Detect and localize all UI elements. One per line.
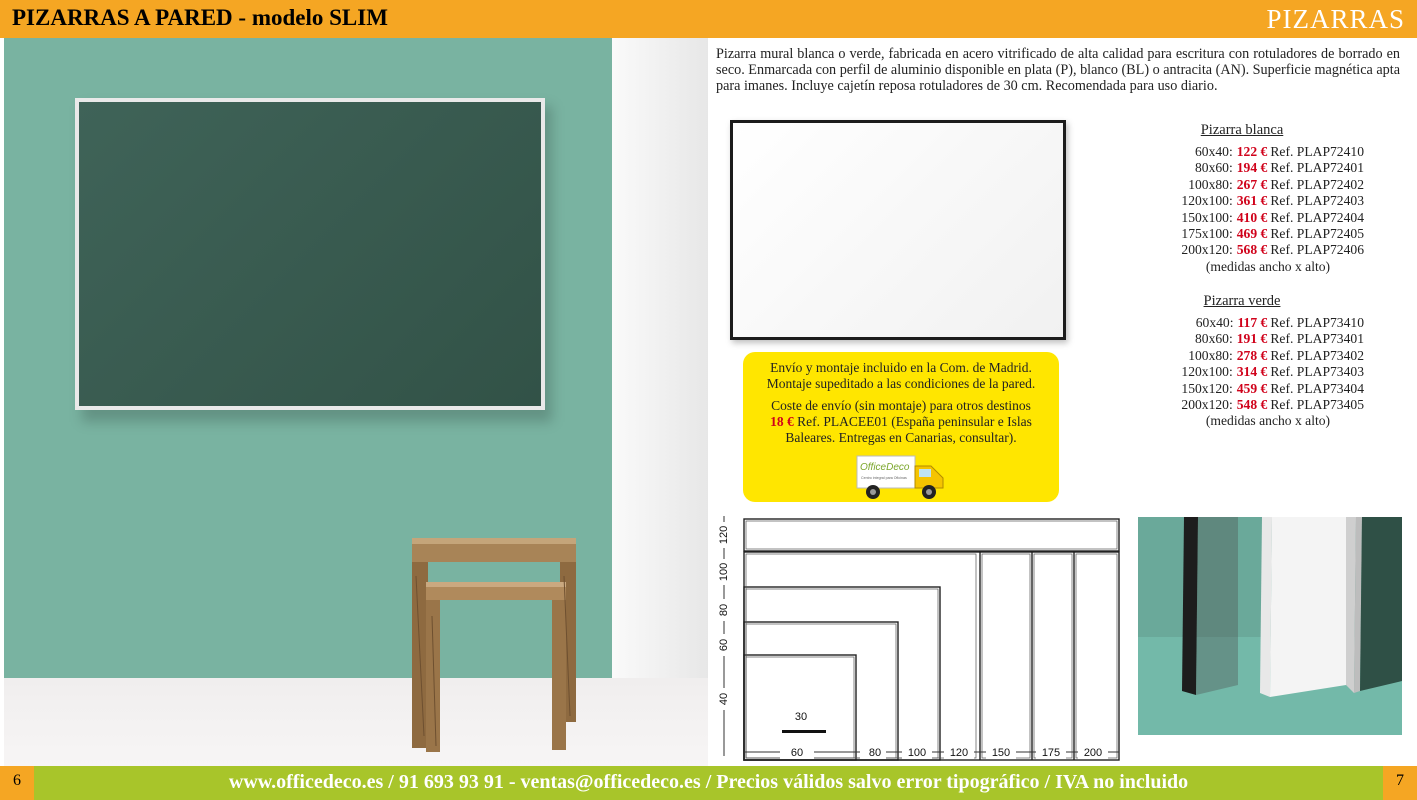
y-label-60: 60: [718, 638, 730, 652]
y-label-40: 40: [718, 692, 730, 706]
white-wall: [612, 38, 708, 678]
reference: Ref. PLAP72401: [1270, 160, 1364, 176]
reference: Ref. PLAP73404: [1270, 380, 1364, 396]
footer-contact: www.officedeco.es / 91 693 93 91 - ventas@officedeco.es / Precios válidos salvo error tipográfico / IVA no incluido: [228, 771, 1189, 793]
price-row: 175x100: 469 € Ref. PLAP72405: [1181, 226, 1364, 242]
price-row: 80x60: 191 € Ref. PLAP73401: [1194, 331, 1364, 347]
price: 410 €: [1236, 209, 1268, 225]
reference: Ref. PLAP73403: [1270, 364, 1364, 380]
reference: Ref. PLAP72403: [1270, 193, 1364, 209]
floor: [4, 678, 708, 766]
reference: Ref. PLAP72404: [1270, 209, 1364, 225]
y-label-120: 120: [718, 525, 730, 545]
price: 361 €: [1236, 193, 1268, 209]
frame-profiles-photo: [1138, 517, 1402, 735]
price-row: 60x40: 122 € Ref. PLAP72410: [1194, 144, 1364, 159]
green-board-price-list: [1120, 293, 1364, 429]
truck-logo-sub: Centro integral para Oficinas: [861, 476, 907, 480]
x-label-150: 150: [991, 747, 1011, 759]
shipping-line: Envío y montaje incluido en la Com. de Madrid.: [770, 360, 1032, 375]
x-label-200: 200: [1083, 747, 1103, 759]
shipping-price: 18 €: [770, 414, 794, 429]
wooden-stool-icon: [408, 536, 580, 752]
product-photo: [4, 38, 708, 766]
x-label-120: 120: [949, 747, 969, 759]
x-label-60: 60: [790, 747, 804, 759]
page-footer: [0, 766, 1417, 800]
price-row: 150x120: 459 € Ref. PLAP73404: [1181, 380, 1364, 396]
price-row: 100x80: 278 € Ref. PLAP73402: [1188, 347, 1364, 363]
shipping-line: Baleares. Entregas en Canarias, consultar).: [785, 430, 1017, 445]
shipping-info-box: [743, 352, 1059, 502]
price: 267 €: [1236, 176, 1268, 192]
reference: Ref. PLAP73402: [1270, 347, 1364, 363]
white-board-price-list: [1120, 122, 1364, 275]
reference: Ref. PLAP73410: [1270, 315, 1364, 330]
section-title: PIZARRAS: [1266, 4, 1405, 34]
reference: Ref. PLAP73401: [1270, 331, 1364, 347]
price-row: 100x80: 267 € Ref. PLAP72402: [1188, 176, 1364, 192]
price: 194 €: [1236, 160, 1268, 176]
page-number-right: 7: [1383, 766, 1417, 800]
price-row: 120x100: 314 € Ref. PLAP73403: [1181, 364, 1364, 380]
price-row: 150x100: 410 € Ref. PLAP72404: [1181, 209, 1364, 225]
reference: Ref. PLAP73405: [1270, 397, 1364, 413]
truck-logo-text: OfficeDeco: [860, 462, 910, 473]
page-number-left: 6: [0, 766, 34, 800]
page-header: [0, 0, 1417, 38]
price: 314 €: [1236, 364, 1268, 380]
x-label-80: 80: [868, 747, 882, 759]
reference: Ref. PLAP72410: [1270, 144, 1364, 159]
price: 548 €: [1236, 397, 1268, 413]
green-board-title: Pizarra verde: [1203, 293, 1281, 309]
x-label-175: 175: [1041, 747, 1061, 759]
size-note: (medidas ancho x alto): [1205, 258, 1331, 274]
white-board-title: Pizarra blanca: [1200, 122, 1284, 138]
tray-label: 30: [794, 711, 808, 723]
y-label-100: 100: [718, 562, 730, 582]
price: 122 €: [1236, 144, 1268, 159]
price-row: 60x40: 117 € Ref. PLAP73410: [1195, 315, 1364, 330]
price-row: 200x120: 568 € Ref. PLAP72406: [1181, 242, 1364, 258]
price: 469 €: [1236, 226, 1268, 242]
price: 459 €: [1236, 380, 1268, 396]
price: 191 €: [1236, 331, 1268, 347]
reference: Ref. PLAP72406: [1270, 242, 1364, 258]
price: 278 €: [1236, 347, 1268, 363]
x-label-100: 100: [907, 747, 927, 759]
delivery-truck-icon: [855, 452, 947, 502]
product-description: Pizarra mural blanca o verde, fabricada en acero vitrificado de alta calidad para escritura con rotuladores de borrado en seco. Enmarcada con perfil de aluminio disponible en plata (P), blanco (BL) o antracita (AN). Superficie magnética apta para imanes. Incluye cajetín reposa rotuladores de 30 cm. Recomendada para uso diario.: [716, 46, 1400, 95]
reference: Ref. PLAP72402: [1270, 176, 1364, 192]
white-board-image: [730, 120, 1066, 340]
shipping-line: 18 € Ref. PLACEE01 (España peninsular e Islas: [770, 414, 1032, 429]
shipping-line: Coste de envío (sin montaje) para otros destinos: [771, 398, 1031, 413]
y-label-80: 80: [718, 603, 730, 617]
price: 117 €: [1237, 315, 1268, 330]
reference: Ref. PLAP72405: [1270, 226, 1364, 242]
size-note: (medidas ancho x alto): [1205, 413, 1331, 429]
green-board-photo: [75, 98, 545, 410]
size-diagram: [712, 512, 1132, 764]
price: 568 €: [1236, 242, 1268, 258]
page-title: PIZARRAS A PARED - modelo SLIM: [12, 5, 388, 30]
price-row: 80x60: 194 € Ref. PLAP72401: [1194, 160, 1364, 176]
price-row: 120x100: 361 € Ref. PLAP72403: [1181, 193, 1364, 209]
price-row: 200x120: 548 € Ref. PLAP73405: [1181, 397, 1364, 413]
shipping-line: Montaje supeditado a las condiciones de la pared.: [766, 376, 1036, 391]
